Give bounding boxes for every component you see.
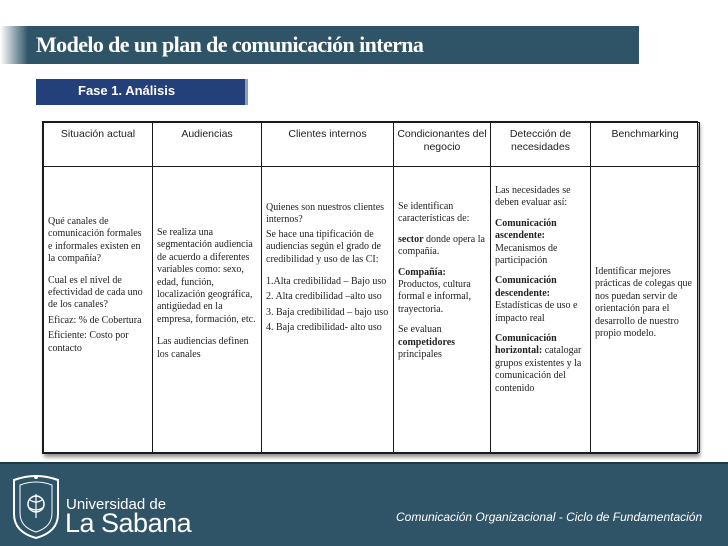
- cell-clientes-internos: [262, 167, 394, 453]
- cell-text: [495, 218, 586, 268]
- cell-text-rest: Estadísticas de uso e impacto real: [495, 300, 578, 324]
- cell-text: 2. Alta credibilidad –alto uso: [266, 291, 382, 303]
- cell-text-bold: Comunicación descendente:: [495, 275, 557, 299]
- cell-text: Quienes son nuestros clientes internos?: [266, 202, 385, 226]
- cell-text: [495, 333, 586, 395]
- title-bar: [28, 26, 639, 64]
- cell-text: Eficaz: % de Cobertura: [48, 314, 142, 326]
- cell-text-bold: competidores: [398, 336, 456, 348]
- university-seal-icon: [10, 470, 62, 540]
- header-deteccion-necesidades: Detección de necesidades: [491, 123, 591, 167]
- footer-band: [0, 462, 728, 546]
- cell-audiencias: [153, 167, 262, 453]
- table-body-row: [44, 167, 700, 453]
- cell-text-bold: Comunicación horizontal:: [495, 333, 557, 357]
- cell-text: 1.Alta credibilidad – Bajo uso: [266, 276, 387, 288]
- university-name-line1: Universidad de: [66, 496, 167, 513]
- cell-text: Cual es el nivel de efectividad de cada uno de los canales?: [48, 274, 143, 311]
- cell-situacion-actual: [44, 167, 153, 453]
- cell-text: Eficiente: Costo por contacto: [48, 330, 129, 354]
- phase-label: Fase 1. Análisis: [78, 83, 176, 98]
- header-clientes-internos: Clientes internos: [262, 123, 394, 167]
- cell-text: [398, 234, 486, 259]
- cell-text-rest: principales: [398, 349, 442, 361]
- header-condicionantes: Condicionantes del negocio: [394, 123, 491, 167]
- cell-text: [398, 324, 486, 361]
- header-audiencias: Audiencias: [153, 123, 262, 167]
- cell-text: Las audiencias definen los canales: [157, 336, 249, 360]
- footer-course-text: Comunicación Organizacional - Ciclo de Fundamentación: [396, 510, 703, 524]
- cell-text-bold: Comunicación ascendente:: [495, 217, 557, 242]
- cell-text: 4. Baja credibilidad- alto uso: [266, 322, 382, 334]
- cell-text-rest: catalogar grupos existentes y la comunicación del contenido: [495, 345, 582, 394]
- cell-text: Se hace una tipificación de audiencias según el grado de credibilidad y uso de las CI:: [266, 228, 381, 265]
- page-title: Modelo de un plan de comunicación interna: [36, 32, 424, 57]
- cell-benchmarking: [591, 167, 700, 453]
- university-name-line2: La Sabana: [65, 508, 192, 538]
- cell-text: [398, 267, 486, 317]
- cell-text: Qué canales de comunicación formales e informales existen en la compañía?: [48, 216, 142, 265]
- cell-text-rest: Mecanismos de participación: [495, 242, 558, 267]
- analysis-table: [42, 121, 698, 454]
- cell-text-rest: donde opera la compañía.: [398, 233, 485, 258]
- cell-deteccion-necesidades: [491, 167, 591, 453]
- cell-text: Se realiza una segmentación audiencia de acuerdo a diferentes variables como: sexo, edad, función, localización geográfica, antigüedad en la empresa, formación, etc.: [157, 227, 256, 325]
- cell-text: [495, 275, 586, 325]
- header-situacion-actual: Situación actual: [44, 123, 153, 167]
- cell-text-bold: Compañía:: [398, 266, 446, 278]
- cell-text: Identificar mejores prácticas de colegas que nos puedan servir de orientación para el desarrollo de nuestro propio modelo.: [595, 266, 692, 340]
- cell-text: Se identifican características de:: [398, 201, 470, 225]
- cell-text-prefix: Se evaluan: [398, 324, 442, 336]
- cell-condicionantes: [394, 167, 491, 453]
- phase-label-bar: [36, 79, 248, 105]
- table-header-row: [44, 123, 700, 167]
- header-benchmarking: Benchmarking: [591, 123, 700, 167]
- cell-text-rest: Productos, cultura formal e informal, trayectoria.: [398, 279, 472, 315]
- cell-text: 3. Baja credibilidad – bajo uso: [266, 306, 389, 318]
- cell-text-bold: sector: [398, 233, 424, 245]
- cell-text: Las necesidades se deben evaluar así:: [495, 185, 571, 209]
